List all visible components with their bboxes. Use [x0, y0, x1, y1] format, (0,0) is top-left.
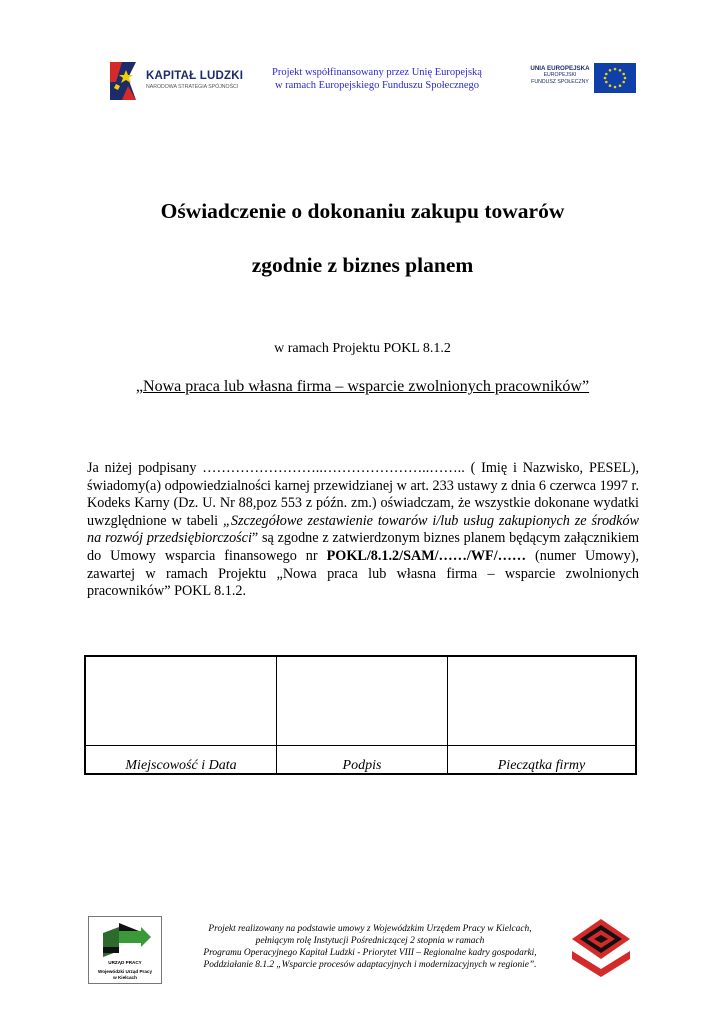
project-name-text: „Nowa praca lub własna firma – wsparcie zwolnionych pracowników”: [135, 378, 590, 395]
kapital-ludzki-logo: [106, 58, 246, 104]
signature-cell-place-date: [86, 657, 277, 773]
kapital-ludzki-icon: [106, 58, 142, 104]
declaration-text-1: Ja niżej podpisany ……………………..…………………..…….. ( Imię i Nazwisko, PESEL), świadomy(a) odpowiedzialności karnej przewidzianej w art. 233 ustawy z dnia 6 czerwca 1997 r. Kodeks Karny (Dz. U. Nr 88,poz 553 z późn. zm.) oświadczam, że wszystkie dokonane wydatki uwzględnione w tabeli: [87, 460, 639, 529]
eu-logo-title: UNIA EUROPEJSKA: [530, 65, 590, 72]
regional-logo: [570, 917, 632, 977]
footer-note-line-4: Poddziałanie 8.1.2 „Wsparcie procesów adaptacyjnych i modernizacyjnych w regionie”.: [203, 960, 537, 970]
header-cofinancing-note: [252, 66, 502, 92]
wup-logo-caption-2: w Kielcach: [113, 974, 137, 980]
kapital-ludzki-subtitle: NARODOWA STRATEGIA SPÓJNOŚCI: [146, 84, 239, 90]
kapital-ludzki-title: KAPITAŁ LUDZKI: [146, 70, 244, 82]
wup-logo-icon: [89, 917, 161, 961]
header-note-line-1: Projekt współfinansowany przez Unię Europejską: [272, 67, 482, 78]
eu-logo-line-3: FUNDUSZ SPOŁECZNY: [531, 78, 589, 85]
place-date-label: Miejscowość i Data: [86, 745, 276, 774]
signature-cell-stamp: [448, 657, 635, 773]
wup-logo-caption-1: Wojewódzki Urząd Pracy: [97, 969, 153, 974]
declaration-paragraph: [87, 460, 639, 601]
wup-logo-label: URZĄD PRACY: [108, 960, 142, 965]
footer-note-line-2: pełniącym rolę Instytucji Pośredniczącej 2 stopnia w ramach: [255, 936, 485, 946]
wup-logo-caption: [89, 969, 161, 980]
signature-table: [84, 655, 637, 775]
document-title-line-1: Oświadczenie o dokonaniu zakupu towarów: [160, 199, 565, 223]
declaration-text-3: (numer Umowy), zawartej w ramach Projektu „Nowa praca lub własna firma – wsparcie zwolnionych pracowników” POKL 8.1.2.: [87, 547, 639, 600]
declaration-text-2: ” są zgodne z zatwierdzonym biznes planem będącym załącznikiem do Umowy wsparcia finansowego nr: [87, 530, 639, 564]
company-stamp-label: Pieczątka firmy: [448, 745, 635, 774]
eu-flag-icon: [594, 63, 636, 93]
eu-logo-line-2: EUROPEJSKI: [543, 72, 577, 78]
footer-note-line-1: Projekt realizowany na podstawie umowy z Wojewódzkim Urzędem Pracy w Kielcach,: [208, 924, 532, 934]
project-name: [0, 378, 725, 396]
regional-logo-icon: [570, 917, 632, 977]
footer-project-note: [180, 923, 560, 971]
eu-logo: [526, 62, 638, 94]
signature-label: Podpis: [277, 745, 447, 774]
document-title-line-2: zgodnie z biznes planem: [251, 253, 474, 277]
header-note-line-2: w ramach Europejskiego Funduszu Społecznego: [274, 80, 480, 91]
wup-logo: [88, 916, 162, 984]
footer-note-line-3: Programu Operacyjnego Kapitał Ludzki - Priorytet VIII – Regionalne kadry gospodarki,: [203, 948, 537, 958]
project-reference: w ramach Projektu POKL 8.1.2: [274, 341, 451, 356]
declaration-table-name: „Szczegółowe zestawienie towarów i/lub usług zakupionych ze środków na rozwój przedsiębiorczości: [87, 512, 640, 547]
signature-cell-signature: [277, 657, 448, 773]
contract-number: POKL/8.1.2/SAM/……/WF/……: [326, 547, 527, 564]
